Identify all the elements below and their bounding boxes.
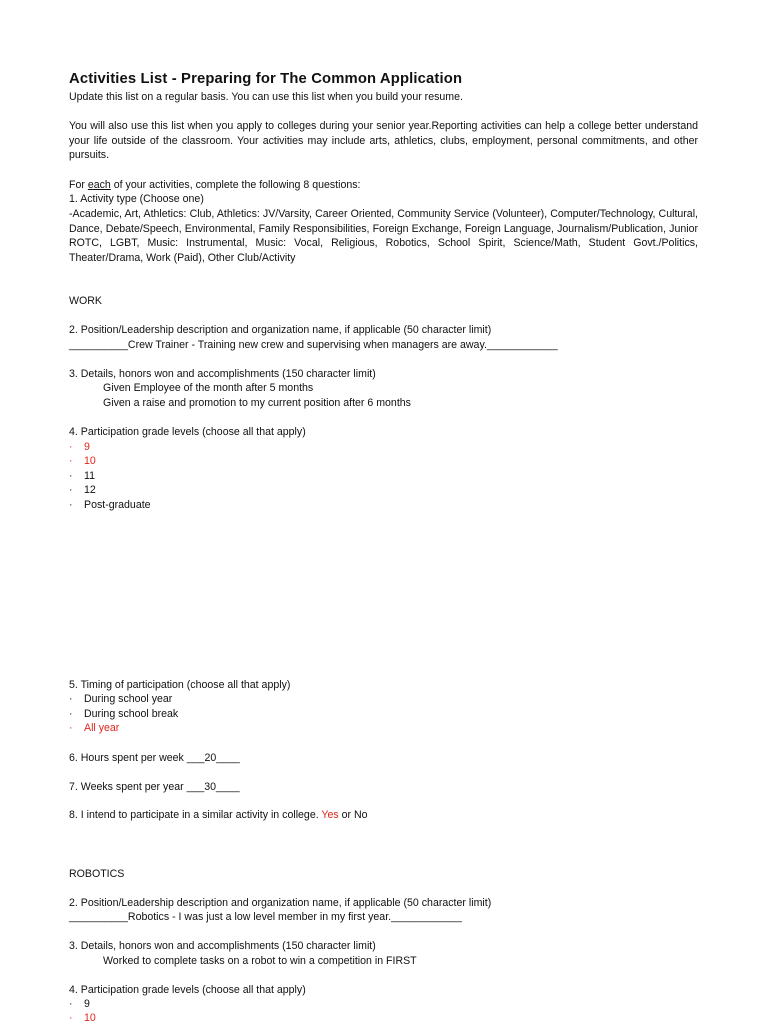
bullet-icon: · — [69, 484, 73, 496]
work-question-3: 3. Details, honors won and accomplishments (150 character limit) — [69, 368, 376, 380]
work-grade-item — [69, 469, 95, 484]
activity-types-list: -Academic, Art, Athletics: Club, Athletics: JV/Varsity, Career Oriented, Community Service (Volunteer), Computer/Technology, Cultural, Dance, Debate/Speech, Environmental, Family Responsibilities, Foreign Exchange, Foreign Language, Journalism/Publication, Junior ROTC, LGBT, Music: Instrumental, Music: Vocal, Religious, Robotics, School Spirit, Science/Math, Student Govt./Politics, Theater/Drama, Work (Paid), Other Club/Activity — [69, 208, 698, 265]
work-timing-item — [69, 707, 178, 722]
work-grade-item — [69, 498, 151, 513]
timing-label: All year — [84, 722, 120, 734]
work-question-2: 2. Position/Leadership description and organization name, if applicable (50 character limit) — [69, 324, 492, 336]
robotics-detail-line: Worked to complete tasks on a robot to win a competition in FIRST — [103, 955, 417, 967]
work-question-4: 4. Participation grade levels (choose all that apply) — [69, 426, 306, 438]
bullet-icon: · — [69, 998, 73, 1010]
robotics-answer-2: __________Robotics - I was just a low level member in my first year.____________ — [69, 911, 462, 923]
bullet-icon: · — [69, 708, 73, 720]
intro-paragraph-2: You will also use this list when you apply to colleges during your senior year.Reporting activities can help a college better understand your life outside of the classroom. Your activities may include arts, athletics, clubs, employment, personal commitments, and other pursuits. — [69, 120, 698, 162]
robotics-question-4: 4. Participation grade levels (choose all that apply) — [69, 984, 306, 996]
q8-no: or No — [338, 809, 368, 821]
instructions-pre: For — [69, 179, 88, 191]
work-question-7: 7. Weeks spent per year ___30____ — [69, 781, 240, 793]
work-question-8 — [69, 808, 698, 823]
timing-label: During school break — [84, 708, 179, 720]
instructions-line — [69, 178, 698, 193]
bullet-icon: · — [69, 470, 73, 482]
section-heading-robotics: ROBOTICS — [69, 868, 125, 880]
instructions-post: of your activities, complete the following 8 questions: — [110, 179, 361, 191]
grade-label: 11 — [84, 470, 95, 482]
grade-label: 10 — [84, 455, 96, 467]
timing-label: During school year — [84, 693, 173, 705]
work-grade-item — [69, 440, 90, 455]
bullet-icon: · — [69, 499, 73, 511]
grade-label: Post-graduate — [84, 499, 151, 511]
work-grade-item — [69, 454, 96, 469]
instructions-each: each — [87, 179, 111, 191]
work-question-6: 6. Hours spent per week ___20____ — [69, 752, 240, 764]
work-detail-line: Given Employee of the month after 5 months — [103, 382, 314, 394]
work-grade-item — [69, 483, 96, 498]
question-1: 1. Activity type (Choose one) — [69, 193, 204, 205]
intro-paragraph-1: Update this list on a regular basis. You can use this list when you build your resume. — [69, 91, 463, 103]
grade-label: 9 — [84, 998, 90, 1010]
bullet-icon: · — [69, 455, 73, 467]
robotics-question-3: 3. Details, honors won and accomplishments (150 character limit) — [69, 940, 376, 952]
grade-label: 10 — [84, 1012, 96, 1024]
q8-yes: Yes — [321, 809, 339, 821]
work-detail-line: Given a raise and promotion to my current position after 6 months — [103, 397, 411, 409]
section-heading-work: WORK — [69, 295, 102, 307]
page-title: Activities List - Preparing for The Common Application — [69, 71, 463, 87]
work-timing-item — [69, 692, 172, 707]
bullet-icon: · — [69, 722, 73, 734]
bullet-icon: · — [69, 441, 73, 453]
bullet-icon: · — [69, 1012, 73, 1024]
robotics-question-2: 2. Position/Leadership description and organization name, if applicable (50 character limit) — [69, 897, 492, 909]
work-answer-2: __________Crew Trainer - Training new crew and supervising when managers are away.____________ — [69, 339, 558, 351]
work-question-5: 5. Timing of participation (choose all that apply) — [69, 679, 291, 691]
q8-text: 8. I intend to participate in a similar activity in college. — [69, 809, 322, 821]
bullet-icon: · — [69, 693, 73, 705]
grade-label: 12 — [84, 484, 96, 496]
grade-label: 9 — [84, 441, 90, 453]
work-timing-item — [69, 721, 119, 736]
robotics-grade-item — [69, 1011, 96, 1026]
robotics-grade-item — [69, 997, 90, 1012]
